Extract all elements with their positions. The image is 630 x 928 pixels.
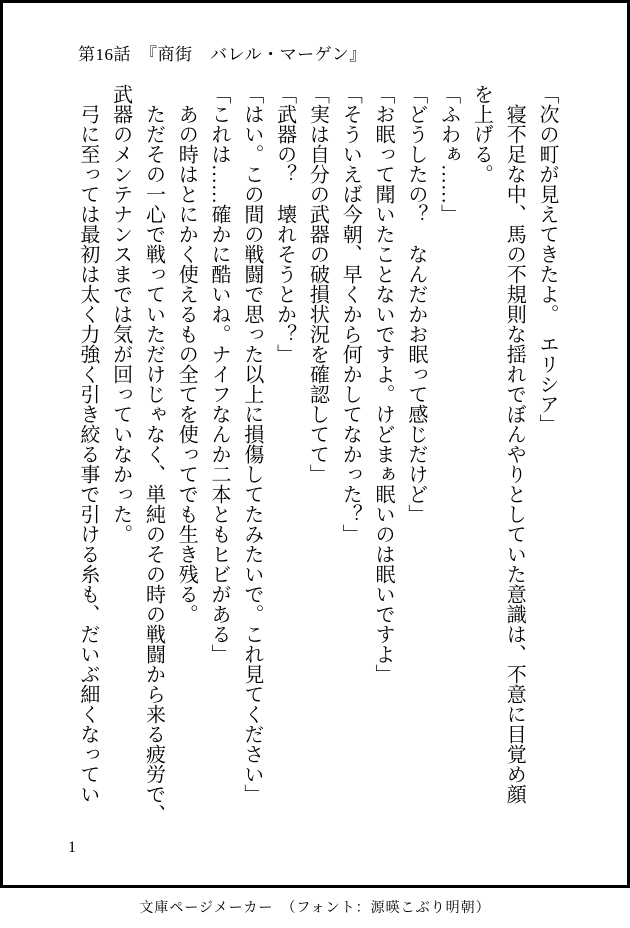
paragraph: 「どうしたの？ なんだかお眠って感じだけど」 [404,84,427,524]
paragraph: 「ふわぁ……」 [437,84,460,224]
novel-text-body [71,84,563,824]
page-number: 1 [68,839,76,856]
paragraph: 「そういえば今朝、早くから何かしてなかった？」 [339,84,362,544]
app-credit: 文庫ページメーカー （フォント：源暎こぶり明朝） [139,901,491,916]
paragraph: 「次の町が見えてきたよ。 エリシア」 [536,84,558,434]
paragraph: あの時はとにかく使えるもの全てを使ってでも生き残る。 [175,84,198,624]
paragraph: 「はい。この間の戦闘で思った以上に損傷してたみたいで。これ見てください」 [240,84,263,804]
paragraph: ただその一心で戦っていただけじゃなく、単純のその時の戦闘から来る疲労で、武器のメンテナンスまでは気が回っていなかった。 [109,84,165,824]
paragraph: 弓に至っては最初は太く力強く引き絞る事で引ける糸も、だいぶ細くなってい [76,84,99,804]
paragraph: 「実は自分の武器の破損状況を確認してて」 [306,84,329,484]
paragraph: 「これは……確かに酷いね。ナイフなんか二本ともヒビがある」 [208,84,231,664]
paragraph: 「お眠って聞いたことないですよ。けどまぁ眠いのは眠いですよ」 [372,84,395,684]
paragraph: 「武器の？ 壊れそうとか？」 [273,84,296,364]
paragraph: 寝不足な中、馬の不規則な揺れでぼんやりとしていた意識は、不意に目覚め顔を上げる。 [470,84,526,804]
chapter-title: 第16話 『商街 バレル・マーゲン』 [78,45,367,64]
